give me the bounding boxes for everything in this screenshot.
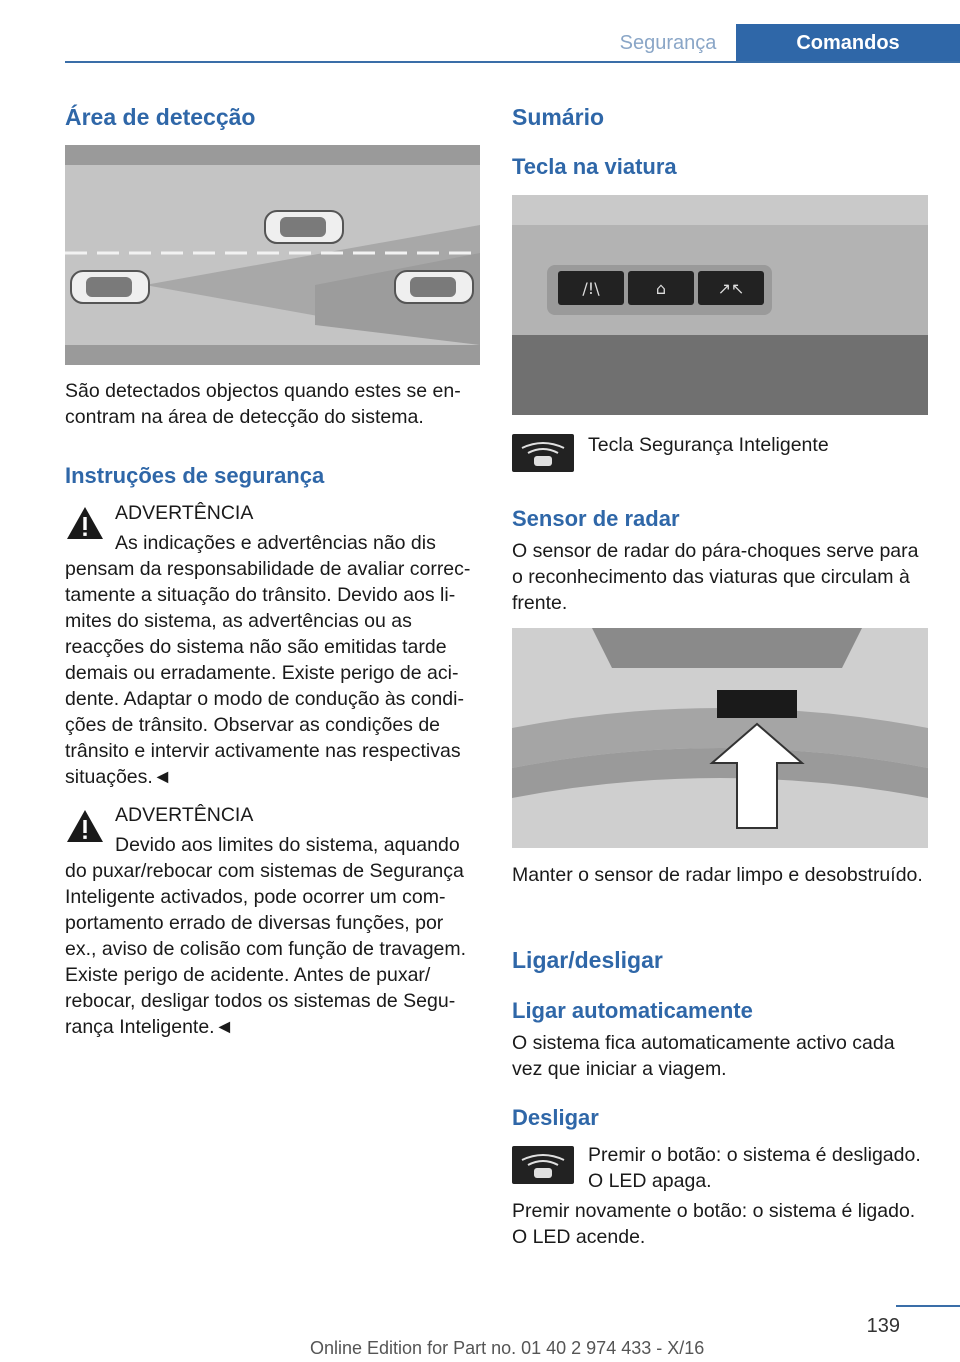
edition-info: Online Edition for Part no. 01 40 2 974 433 - X/16	[310, 1338, 705, 1358]
heading-auto-on: Ligar automaticamente	[512, 998, 753, 1023]
heading-on-off: Ligar/desligar	[512, 947, 663, 973]
car-icon	[71, 271, 149, 303]
radar-text: O sensor de radar do pára-choques serve para o reconhecimento das viaturas que circulam à frente.	[512, 540, 919, 614]
auto-on-text: O sistema fica automaticamente activo cada vez que iniciar a viagem.	[512, 1032, 895, 1080]
warning2-body: do puxar/rebocar com sistemas de Segurança Inteligente activados, pode ocorrer um comportamento errado de diversas funções, por ex., aviso de colisão com função de travagem. Existe perigo de acidente. Antes de puxar/ rebocar, desligar todos os sistemas de Segurança Inteligente.◄	[65, 860, 467, 1038]
warning1-lead: As indicações e advertências não dis	[115, 532, 436, 554]
heading-radar-sensor: Sensor de radar	[512, 506, 680, 531]
warning1-body: pensam da responsabilidade de avaliar correctamente a situação do trânsito. Devido aos limites do sistema, as advertências ou as reacções do sistema não são emitidas tarde demais ou erradamente. Existe perigo de acidente. Adaptar o modo de condução às condições de trânsito. Observar as condições de trânsito e intervir activamente nas respectivas situações.◄	[65, 558, 471, 788]
svg-text:⌂: ⌂	[655, 279, 667, 298]
warning-triangle-icon	[65, 808, 105, 844]
radar-sensor-illustration	[512, 628, 928, 848]
heading-vehicle-button: Tecla na viatura	[512, 154, 677, 179]
switch-off-text: Premir o botão: o sistema é desligado. O LED apaga.	[588, 1144, 921, 1192]
button-label: Tecla Segurança Inteligente	[588, 434, 829, 456]
intelligent-safety-button-icon	[512, 1146, 574, 1184]
radar-caption: Manter o sensor de radar limpo e desobstruído.	[512, 864, 923, 886]
warning2-lead: Devido aos limites do sistema, aquando	[115, 834, 460, 856]
heading-switch-off: Desligar	[512, 1105, 599, 1130]
car-icon	[395, 271, 473, 303]
footer-rule	[896, 1305, 960, 1307]
heading-safety-instructions: Instruções de segurança	[65, 463, 325, 488]
button-panel-figure	[512, 195, 928, 415]
detection-area-illustration	[65, 145, 480, 365]
header-rule	[65, 61, 960, 63]
button-panel-illustration	[512, 195, 928, 415]
car-icon	[265, 211, 343, 243]
svg-text:/!\: /!\	[582, 279, 600, 298]
detection-area-caption: São detectados objectos quando estes se encontram na área de detecção do sistema.	[65, 380, 461, 428]
header-chapter-tab: Comandos	[736, 24, 960, 62]
page-number: 139	[866, 1315, 900, 1337]
intelligent-safety-button-icon	[512, 434, 574, 472]
switch-on-text: Premir novamente o botão: o sistema é ligado. O LED acende.	[512, 1200, 916, 1248]
warning1-title: ADVERTÊNCIA	[115, 502, 254, 524]
heading-summary: Sumário	[512, 104, 605, 130]
warning2-title: ADVERTÊNCIA	[115, 804, 254, 826]
detection-area-figure	[65, 145, 480, 365]
warning-triangle-icon	[65, 505, 105, 541]
svg-text:↗↖: ↗↖	[717, 279, 745, 298]
header-section-tab: Segurança	[619, 32, 717, 54]
radar-sensor-figure	[512, 628, 928, 848]
heading-detection-area: Área de detecção	[65, 104, 256, 130]
